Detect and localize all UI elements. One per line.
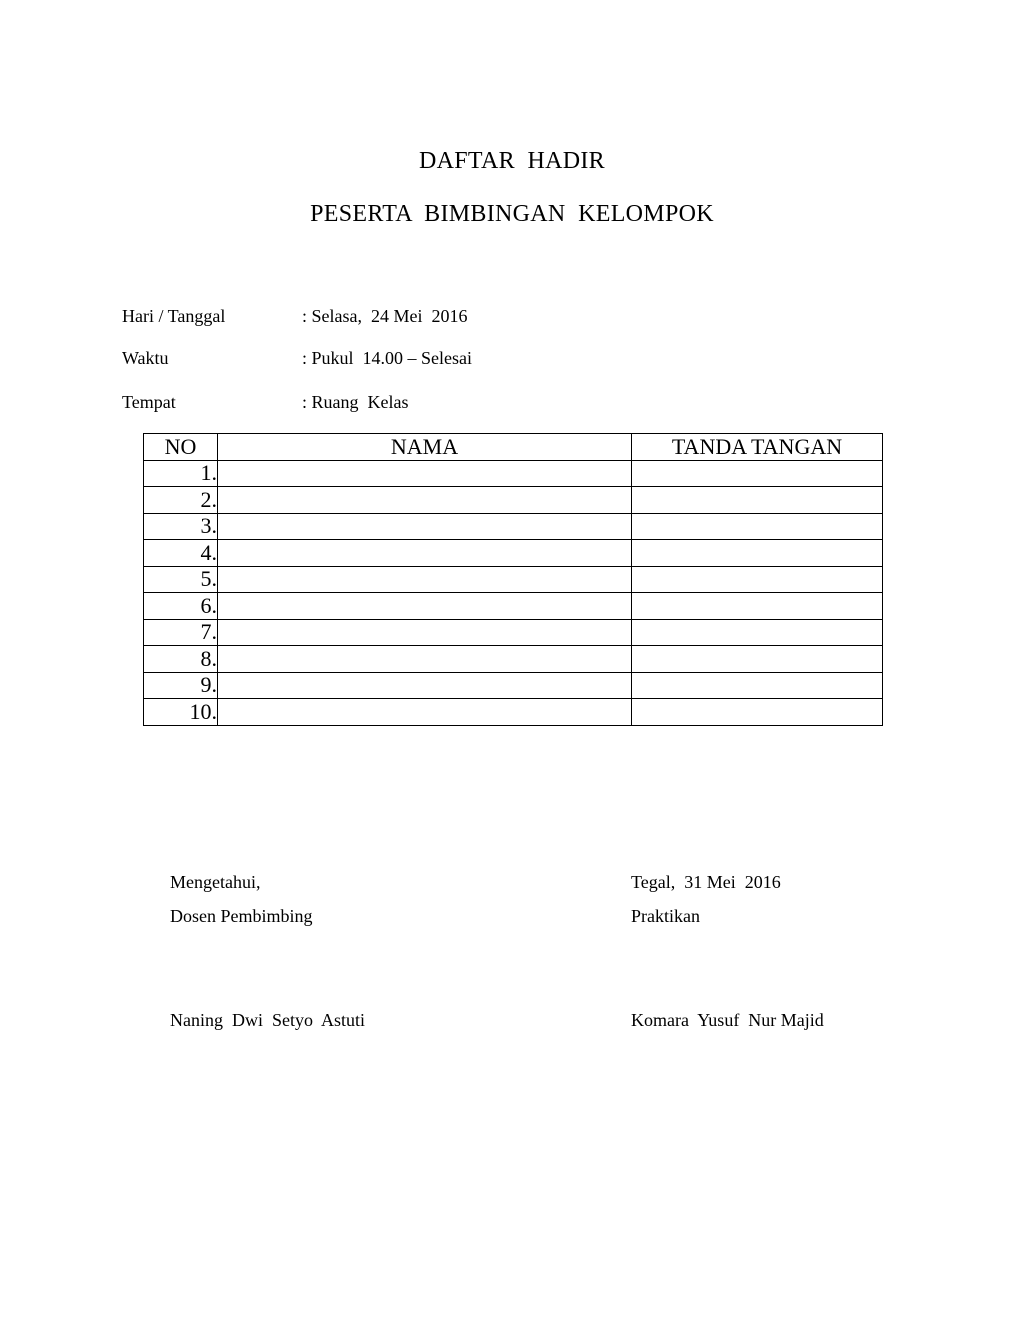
row-number: 8.	[144, 646, 218, 673]
nama-cell	[218, 699, 632, 726]
row-number: 3.	[144, 513, 218, 540]
document-title: DAFTAR HADIR	[419, 148, 605, 174]
nama-cell	[218, 566, 632, 593]
nama-cell	[218, 513, 632, 540]
nama-cell	[218, 672, 632, 699]
row-number: 2.	[144, 487, 218, 514]
table-row	[144, 513, 883, 540]
row-number: 4.	[144, 540, 218, 567]
tanda-tangan-cell	[632, 646, 883, 673]
table-row	[144, 672, 883, 699]
tanda-tangan-cell	[632, 566, 883, 593]
supervisor-role: Dosen Pembimbing	[170, 906, 313, 926]
tanda-tangan-cell	[632, 672, 883, 699]
tanda-tangan-cell	[632, 460, 883, 487]
attendance-table	[143, 433, 883, 726]
waktu-value: : Pukul 14.00 – Selesai	[302, 348, 472, 368]
table-row	[144, 460, 883, 487]
nama-cell	[218, 619, 632, 646]
nama-cell	[218, 540, 632, 567]
table-header-row	[144, 434, 883, 461]
column-header-tanda-tangan: TANDA TANGAN	[632, 434, 883, 461]
nama-cell	[218, 487, 632, 514]
tanda-tangan-cell	[632, 540, 883, 567]
table-row	[144, 619, 883, 646]
tanda-tangan-cell	[632, 513, 883, 540]
row-number: 7.	[144, 619, 218, 646]
table-row	[144, 487, 883, 514]
table-row	[144, 646, 883, 673]
tanda-tangan-cell	[632, 699, 883, 726]
place-date: Tegal, 31 Mei 2016	[631, 872, 781, 892]
acknowledgement-label: Mengetahui,	[170, 872, 261, 892]
practitioner-role: Praktikan	[631, 906, 700, 926]
hari-tanggal-value: : Selasa, 24 Mei 2016	[302, 306, 468, 326]
column-header-nama: NAMA	[218, 434, 632, 461]
table-row	[144, 699, 883, 726]
row-number: 1.	[144, 460, 218, 487]
tempat-value: : Ruang Kelas	[302, 392, 409, 412]
supervisor-name: Naning Dwi Setyo Astuti	[170, 1010, 366, 1030]
table-row	[144, 566, 883, 593]
table-body	[144, 460, 883, 725]
waktu-label: Waktu	[122, 348, 169, 368]
document-subtitle: PESERTA BIMBINGAN KELOMPOK	[310, 201, 714, 227]
tanda-tangan-cell	[632, 593, 883, 620]
table-row	[144, 540, 883, 567]
hari-tanggal-label: Hari / Tanggal	[122, 306, 226, 326]
row-number: 6.	[144, 593, 218, 620]
nama-cell	[218, 460, 632, 487]
practitioner-name: Komara Yusuf Nur Majid	[631, 1010, 824, 1030]
column-header-no: NO	[144, 434, 218, 461]
tanda-tangan-cell	[632, 619, 883, 646]
row-number: 10.	[144, 699, 218, 726]
nama-cell	[218, 646, 632, 673]
table-row	[144, 593, 883, 620]
tanda-tangan-cell	[632, 487, 883, 514]
row-number: 9.	[144, 672, 218, 699]
nama-cell	[218, 593, 632, 620]
row-number: 5.	[144, 566, 218, 593]
tempat-label: Tempat	[122, 392, 176, 412]
